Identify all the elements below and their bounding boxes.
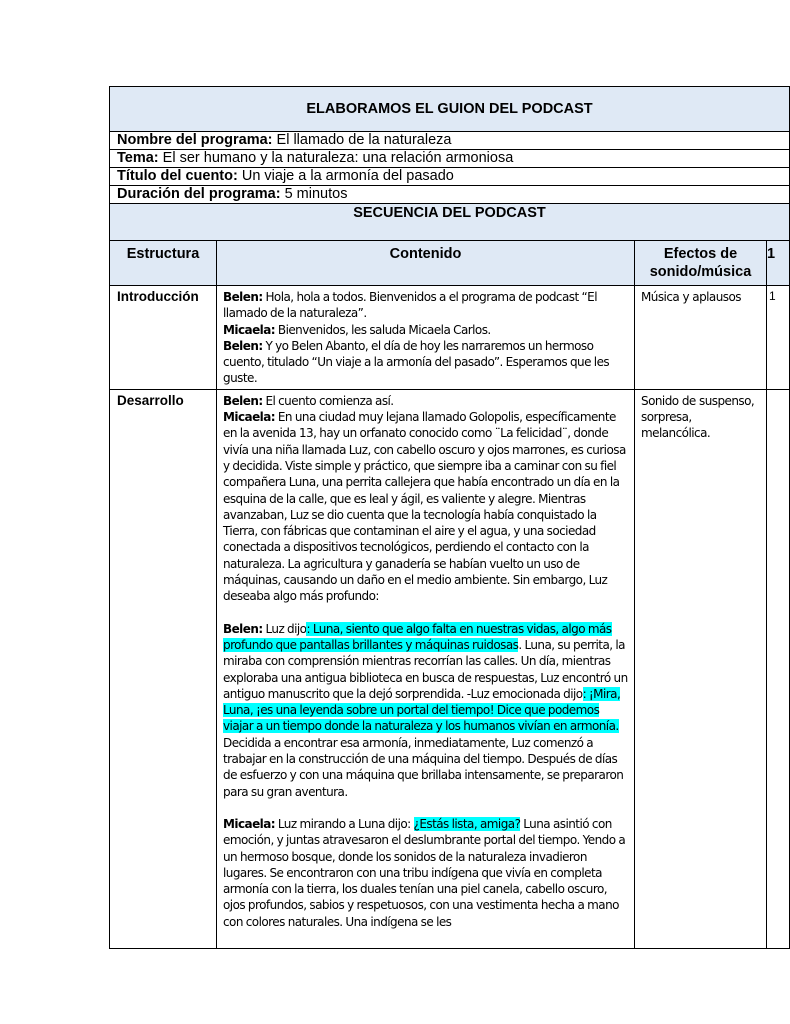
story-title-label: Título del cuento: xyxy=(117,168,238,184)
development-paragraph xyxy=(223,621,628,800)
table-row-intro xyxy=(110,286,790,390)
document-title: ELABORAMOS EL GUION DEL PODCAST xyxy=(110,87,790,132)
speaker-label: Micaela: xyxy=(223,816,276,831)
column-header-structure: Estructura xyxy=(110,241,217,286)
intro-line xyxy=(223,322,628,338)
sequence-title: SECUENCIA DEL PODCAST xyxy=(110,204,790,241)
highlighted-dialogue: : Luna, siento que algo falta en nuestras vidas, algo más profundo que pantallas brillantes y máquinas ruidosas xyxy=(223,621,612,652)
development-effects: Sonido de suspenso, sorpresa, melancólica. xyxy=(635,389,767,948)
development-paragraph xyxy=(223,409,628,605)
dialogue-text: Luna asintió con emoción, y juntas atravesaron el deslumbrante portal del tiempo. Yendo a un hermoso bosque, donde los sonidos de la naturaleza invadieron lugares. Se encontraron con una tribu indígena que vivía en completa armonía con la tierra, los duales tenían una piel canela, cabello oscuro, ojos profundos, sabios y respetuosos, con una vestimenta hecha a mano con colores naturales. Una indígena se les xyxy=(223,816,626,929)
dialogue-text: En una ciudad muy lejana llamado Golopolis, específicamente en la avenida 13, hay un orfanato conocido como ¨La felicidad¨, donde vivía una niña llamada Luz, con cabello oscuro y ojos marrones, es curiosa y decidida. Viste simple y práctico, que siempre iba a caminar con su fiel compañera Luna, una perrita callejera que había encontrado un día en la esquina de la calle, que es leal y ágil, es valiente y alegre. Mientras avanzaban, Luz se dio cuenta que la tecnología había conquistado la Tierra, con fábricas que contaminan el aire y el agua, y una sociedad conectada a dispositivos tecnológicos, perdiendo el contacto con la naturaleza. La agricultura y ganadería se habían vuelto un uso de máquinas, causando un daño en el medio ambiente. Sin embargo, Luz deseaba algo más profundo: xyxy=(223,410,626,604)
speaker-label: Micaela: xyxy=(223,322,276,337)
dialogue-text: Luz dijo xyxy=(262,621,307,636)
development-text-clip xyxy=(223,393,628,946)
speaker-label: Micaela: xyxy=(223,410,276,425)
dialogue-text: Bienvenidos, les saluda Micaela Carlos. xyxy=(275,322,491,337)
theme-value: El ser humano y la naturaleza: una relación armoniosa xyxy=(158,150,514,166)
program-name-label: Nombre del programa: xyxy=(117,132,273,148)
intro-extra: 1 xyxy=(767,286,790,390)
development-extra xyxy=(767,389,790,948)
highlighted-dialogue: ¿Estás lista, amiga? xyxy=(413,816,521,831)
dialogue-text: Y yo Belen Abanto, el día de hoy les narraremos un hermoso cuento, titulado “Un viaje a la armonía del pasado”. Esperamos que les guste. xyxy=(223,338,610,386)
paragraph-gap xyxy=(223,605,628,621)
podcast-script-table xyxy=(109,86,790,949)
intro-line xyxy=(223,338,628,387)
development-paragraph xyxy=(223,393,628,409)
duration-row xyxy=(110,186,790,204)
intro-content xyxy=(217,286,635,390)
dialogue-text: Decidida a encontrar esa armonía, inmediatamente, Luz comenzó a trabajar en la construcción de una máquina del tiempo. Después de días de esfuerzo y con una máquina que brillaba intensamente, se prepararon para su gran aventura. xyxy=(223,735,624,799)
dialogue-text: Hola, hola a todos. Bienvenidos a el programa de podcast “El llamado de la naturaleza”. xyxy=(223,290,597,321)
story-title-row xyxy=(110,168,790,186)
speaker-label: Belen: xyxy=(223,393,263,408)
podcast-script-page xyxy=(109,86,789,949)
development-content xyxy=(217,389,635,948)
dialogue-text: . Luna, su perrita, la miraba con comprensión mientras recorrían las calles. Un día, mientras exploraba una antigua biblioteca en busca de respuestas, Luz encontró un antiguo manuscrito que la dejó sorprendida. -Luz emocionada dijo xyxy=(223,637,628,701)
development-paragraph xyxy=(223,816,628,930)
theme-row xyxy=(110,150,790,168)
program-name-value: El llamado de la naturaleza xyxy=(272,132,452,148)
column-header-extra: 1 xyxy=(767,241,790,286)
story-title-value: Un viaje a la armonía del pasado xyxy=(237,168,454,184)
highlighted-dialogue: : ¡Mira, Luna, ¡es una leyenda sobre un portal del tiempo! Dice que podemos viajar a un tiempo donde la naturaleza y los humanos vivían en armonía. xyxy=(223,686,621,734)
column-header-effects: Efectos de sonido/música xyxy=(635,241,767,286)
intro-structure: Introducción xyxy=(110,286,217,390)
speaker-label: Belen: xyxy=(223,621,263,636)
column-header-content: Contenido xyxy=(217,241,635,286)
dialogue-text: Luz mirando a Luna dijo: xyxy=(275,816,414,831)
intro-effects: Música y aplausos xyxy=(635,286,767,390)
program-name-row xyxy=(110,132,790,150)
dialogue-text: El cuento comienza así. xyxy=(262,393,394,408)
development-structure: Desarrollo xyxy=(110,389,217,948)
intro-line xyxy=(223,289,628,322)
table-row-development xyxy=(110,389,790,948)
duration-value: 5 minutos xyxy=(280,186,348,202)
duration-label: Duración del programa: xyxy=(117,186,281,202)
speaker-label: Belen: xyxy=(223,338,263,353)
theme-label: Tema: xyxy=(117,150,159,166)
speaker-label: Belen: xyxy=(223,290,263,304)
paragraph-gap xyxy=(223,800,628,816)
